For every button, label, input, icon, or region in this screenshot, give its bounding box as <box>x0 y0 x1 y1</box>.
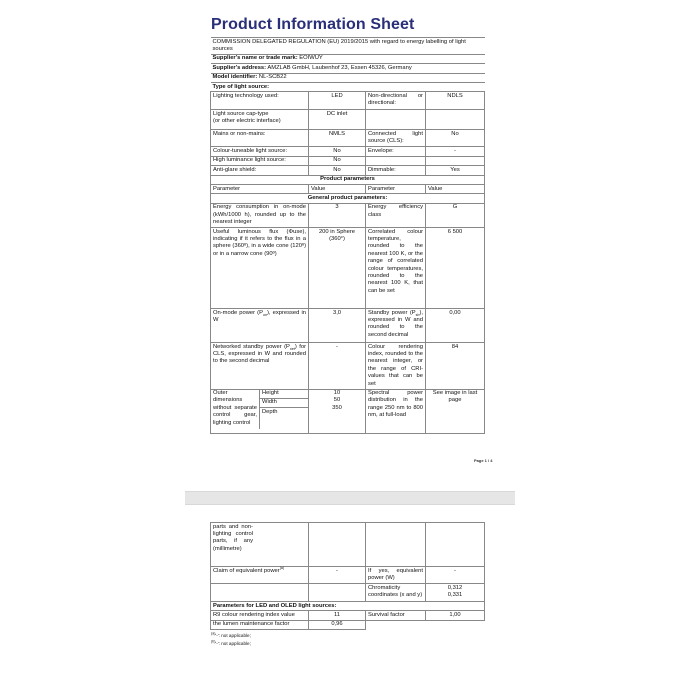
high-lum-value: No <box>309 156 366 165</box>
outer-dimensions-cell <box>211 389 309 433</box>
directional-value: NDLS <box>426 92 485 110</box>
model-value: NL-SCB22 <box>258 74 287 81</box>
onmode-power-label <box>211 309 309 343</box>
info-table <box>210 37 485 434</box>
outer-dim-cont-empty <box>309 523 366 567</box>
standby-pre: Standby power (P <box>368 309 416 316</box>
page-title: Product Information Sheet <box>211 16 415 33</box>
cap-value: DC inlet <box>309 110 366 130</box>
onmode-power-value: 3,0 <box>309 309 366 343</box>
high-lum-empty-2 <box>426 156 485 165</box>
footnote-a <box>211 632 484 640</box>
r9-value: 11 <box>309 611 366 620</box>
cri-label: Colour rendering index, rounded to the nearest integer, or the range of CRI-values that can be set <box>366 343 426 389</box>
chromaticity-y: 0,331 <box>447 591 463 598</box>
networked-standby-label <box>211 343 309 389</box>
depth-label: Depth <box>262 408 278 415</box>
chromaticity-values <box>426 584 485 602</box>
height-value: 10 <box>333 390 341 397</box>
networked-sub: net <box>289 346 295 351</box>
spectral-label: Spectral power distribution in the range 250 nm to 800 nm, at full-load <box>366 389 426 433</box>
energy-consumption-label: Energy consumption in on-mode (kWh/1000 h), rounded up to the nearest integer <box>211 203 309 227</box>
col-value-2: Value <box>426 185 485 194</box>
onmode-power-pre: On-mode power (P <box>213 309 263 316</box>
spectral-value: See image in last page <box>426 389 485 433</box>
envelope-value: - <box>426 147 485 156</box>
footnote-b-sup: (b) <box>211 639 216 644</box>
standby-power-value: 0,00 <box>426 309 485 343</box>
chromaticity-label: Chromaticity coordinates (x and y) <box>366 584 426 602</box>
useful-flux-label: Useful luminous flux (Φuse), indicating if it refers to the flux in a sphere (360º), in a wide cone (120º) or in a narrow cone (90º) <box>211 228 309 309</box>
standby-power-label <box>366 309 426 343</box>
lumen-empty <box>366 620 426 629</box>
lumen-empty-2 <box>426 620 485 629</box>
lumen-value: 0,96 <box>309 620 366 629</box>
outer-dim-cont-empty-3 <box>426 523 485 567</box>
width-value: 50 <box>333 397 341 404</box>
supplier-address-row <box>211 64 485 73</box>
anti-glare-label: Anti-glare shield: <box>211 166 309 175</box>
networked-standby-value: - <box>309 343 366 389</box>
supplier-address-label: Supplier's address: <box>212 64 267 71</box>
product-params-heading: Product parameters <box>211 175 485 184</box>
anti-glare-value: No <box>309 166 366 175</box>
efficiency-class-label: Energy efficiency class <box>366 203 426 227</box>
supplier-address-value: AMZLAB GmbH, Laubenhof 23, Essen 45326, Germany <box>267 64 412 71</box>
high-lum-label: High luminance light source: <box>211 156 309 165</box>
footnote-b <box>211 640 484 648</box>
connected-value: No <box>426 130 485 147</box>
standby-post: ), expressed in W and rounded to the second decimal <box>368 309 423 338</box>
regulation-text: COMMISSION DELEGATED REGULATION (EU) 2019/2015 with regard to energy labelling of light sources <box>211 38 485 55</box>
tech-label: Lighting technology used: <box>211 92 309 110</box>
cap-empty-2 <box>426 110 485 130</box>
mains-value: NMLS <box>309 130 366 147</box>
lumen-label: the lumen maintenance factor <box>211 620 309 629</box>
outer-dimensions-table <box>211 390 308 430</box>
col-parameter-1: Parameter <box>211 185 309 194</box>
type-heading: Type of light source: <box>211 83 485 92</box>
standby-sub: sb <box>415 312 420 317</box>
page-number: Page 1 / 4 <box>474 458 493 463</box>
survival-label: Survival factor <box>366 611 426 620</box>
led-params-heading: Parameters for LED and OLED light sources: <box>211 602 485 611</box>
footnote-b-text: '-': not applicable; <box>215 640 251 646</box>
sheet-page-1 <box>210 16 484 434</box>
cct-label: Correlated colour temperature, rounded to the nearest 100 K, or the range of correlated colour temperatures, rounded to the nearest 100 K, that can be set <box>366 228 426 309</box>
efficiency-class-value: G <box>426 203 485 227</box>
envelope-label: Envelope: <box>366 147 426 156</box>
info-table-cont <box>210 522 485 630</box>
dimmable-label: Dimmable: <box>366 166 426 175</box>
onmode-power-sub: on <box>262 312 267 317</box>
equivalent-sup: (a) <box>279 565 285 570</box>
footnote-a-text: '-': not applicable; <box>215 633 251 639</box>
high-lum-empty <box>366 156 426 165</box>
sheet-page-2 <box>210 522 484 647</box>
colour-tune-value: No <box>309 147 366 156</box>
model-row <box>211 73 485 82</box>
outer-dim-cont-cell <box>211 523 309 567</box>
page-divider <box>185 491 515 505</box>
dimension-values <box>309 389 366 433</box>
survival-value: 1,00 <box>426 611 485 620</box>
r9-label: R9 colour rendering index value <box>211 611 309 620</box>
cap-label-line2: (or other electric interface) <box>213 118 281 125</box>
cct-value: 6 500 <box>426 228 485 309</box>
supplier-name-row <box>211 54 485 63</box>
colour-tune-label: Colour-tuneable light source: <box>211 147 309 156</box>
model-label: Model identifier: <box>212 74 258 81</box>
directional-label: Non-directional or directional: <box>366 92 426 110</box>
cap-label <box>211 110 309 130</box>
outer-dim-cont-empty-2 <box>366 523 426 567</box>
supplier-name-value: EOIWUY <box>299 55 323 62</box>
connected-label: Connected light source (CLS): <box>366 130 426 147</box>
col-value-1: Value <box>309 185 366 194</box>
chroma-empty <box>211 584 309 602</box>
chromaticity-x: 0,312 <box>447 584 463 591</box>
outer-dim-cont: parts and non-lighting control parts, if any (millimetre) <box>213 523 253 552</box>
height-label: Height <box>260 390 309 399</box>
tech-value: LED <box>309 92 366 110</box>
supplier-name-label: Supplier's name or trade mark: <box>212 55 298 62</box>
if-yes-value: - <box>426 567 485 584</box>
depth-value: 350 <box>332 404 342 411</box>
equivalent-label <box>211 567 309 584</box>
equivalent-label-text: Claim of equivalent power <box>213 567 280 574</box>
width-label: Width <box>260 398 309 407</box>
cap-label-line1: Light source cap-type <box>213 110 269 117</box>
networked-pre: Networked standby power (P <box>213 343 290 350</box>
mains-label: Mains or non-mains: <box>211 130 309 147</box>
chroma-empty-2 <box>309 584 366 602</box>
energy-consumption-value: 3 <box>309 203 366 227</box>
outer-dim-label: Outer dimensions without separate control gear, lighting control <box>211 390 260 430</box>
useful-flux-value: 200 in Sphere (360°) <box>309 228 366 309</box>
footnote-a-sup: (a) <box>211 631 216 636</box>
networked-post: ) for CLS, expressed in W and rounded to the second decimal <box>213 343 306 365</box>
general-params-heading: General product parameters: <box>211 194 485 203</box>
cri-value: 84 <box>426 343 485 389</box>
onmode-power-post: ), expressed in W <box>213 309 306 323</box>
dimmable-value: Yes <box>426 166 485 175</box>
col-parameter-2: Parameter <box>366 185 426 194</box>
footnotes <box>210 632 484 647</box>
cap-empty <box>366 110 426 130</box>
if-yes-label: If yes, equivalent power (W) <box>366 567 426 584</box>
equivalent-value: - <box>309 567 366 584</box>
